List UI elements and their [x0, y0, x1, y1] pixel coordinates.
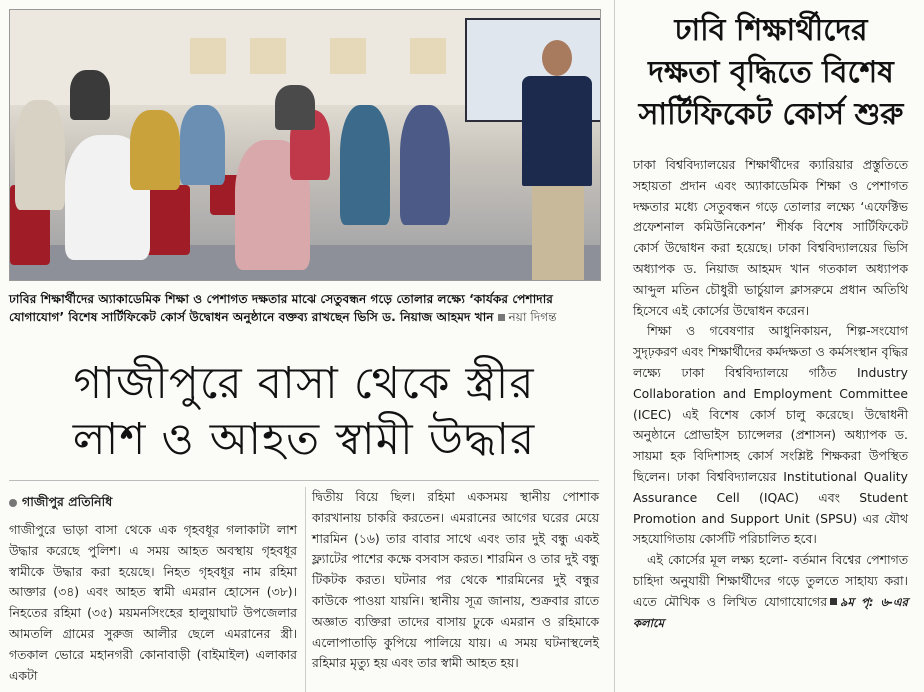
square-bullet-icon [498, 314, 505, 321]
audience-member [400, 105, 450, 225]
column-divider [614, 0, 615, 692]
column-divider [305, 487, 306, 692]
story2-headline-line3: সার্টিফিকেট কোর্স শুরু [638, 97, 904, 132]
caption-text: ঢাবির শিক্ষার্থীদের অ্যাকাডেমিক শিক্ষা ও পেশাগত দক্ষতার মাঝে সেতুবন্ধন গড়ে তোলার লক্ষ্যে ‘কার্যকর পেশাদার যোগাযোগ’ বিশেষ সার্টিফিকেট কোর্স উদ্বোধন অনুষ্ঠানে বক্তব্য রাখছেন ভিসি ড. নিয়াজ আহমদ খান [9, 292, 553, 324]
speaker-figure [512, 40, 601, 280]
jump-text: ৯ম পৃ: ৬-এর কলামে [633, 594, 908, 630]
wall-panel [330, 38, 366, 74]
speaker-vest [522, 76, 592, 186]
story1-headline [9, 356, 599, 468]
audience-member [130, 110, 180, 190]
story2-headline-line1: ঢাবি শিক্ষার্থীদের [674, 13, 868, 48]
story2-paragraph: শিক্ষা ও গবেষণার আধুনিকায়ন, শিল্প-সংযোগ সুদৃঢ়করণ এবং শিক্ষার্থীদের কর্মদক্ষতা ও কর্মসংস্থান বৃদ্ধির লক্ষ্যে ঢাকা বিশ্ববিদ্যালয়ে গঠিত Industry Collaboration and Employment Committee (ICEC) এই বিশেষ কোর্স চালু করেছে। উদ্বোধনী অনুষ্ঠানে প্রোভাইস চ্যান্সেলর (প্রশাসন) অধ্যাপক ড. সায়মা হক বিদিশাসহ কোর্স সংশ্লিষ্ট শিক্ষকরা উপস্থিত ছিলেন। ঢাকা বিশ্ববিদ্যালয়ের Institutional Quality Assurance Cell (IQAC) এবং Student Promotion and Support Unit (SPSU) এর যৌথ সহযোগিতায় কোর্সটি পরিচালিত হবে। [633, 323, 908, 547]
photo-caption [9, 290, 599, 326]
story2-paragraph [633, 550, 908, 633]
wall-panel [190, 38, 226, 74]
speaker-head [542, 40, 572, 76]
audience-member [340, 105, 390, 225]
audience-member [180, 105, 225, 185]
speaker-trousers [532, 186, 584, 280]
audience-member [275, 85, 315, 130]
square-bullet-icon [830, 598, 837, 605]
story2-paragraph: ঢাকা বিশ্ববিদ্যালয়ের শিক্ষার্থীদের ক্যারিয়ার প্রস্তুতিতে সহায়তা প্রদান এবং অ্যাকাডেমিক শিক্ষা ও পেশাগত দক্ষতার মধ্যে সেতুবন্ধন গড়ে তোলার লক্ষ্যে ‘এফেক্টিভ প্রফেশনাল কমিউনিকেশন’ শীর্ষক বিশেষ সার্টিফিকেট কোর্স উদ্বোধন করা হয়েছে। ঢাকা বিশ্ববিদ্যালয়ের ভিসি অধ্যাপক ড. নিয়াজ আহমদ খান গতকাল অধ্যাপক আব্দুল মতিন চৌধুরী ভার্চুয়াল ক্লাসরুমে প্রধান অতিথি হিসেবে এই কোর্সের উদ্বোধন করেন। [633, 157, 908, 318]
bullet-dot-icon [9, 499, 17, 507]
divider [9, 480, 599, 481]
audience-member [70, 70, 110, 120]
byline-text: গাজীপুর প্রতিনিধি [22, 494, 113, 509]
wall-panel [250, 38, 286, 74]
caption-source: নয়া দিগন্ত [508, 310, 557, 324]
story1-headline-line1: গাজীপুরে বাসা থেকে স্ত্রীর [73, 358, 535, 409]
story1-byline [9, 494, 112, 514]
story1-headline-line2: লাশ ও আহত স্বামী উদ্ধার [72, 414, 536, 465]
story2-headline-line2: দক্ষতা বৃদ্ধিতে বিশেষ [648, 55, 894, 90]
story1-column2: দ্বিতীয় বিয়ে ছিল। রহিমা একসময় স্থানীয় পোশাক কারখানায় চাকরি করতেন। এমরানের আগের ঘরের মেয়ে শারমিন (১৬) তার বাবার সাথে এবং তার দুই বন্ধু একই ফ্ল্যাটের পাশের কক্ষে বসবাস করত। শারমিন ও তার দুই বন্ধু টিকটক করত। ঘটনার পর থেকে শারমিনের দুই বন্ধুর কাউকে পাওয়া যায়নি। স্থানীয় সূত্র জানায়, শুক্রবার রাতে অজ্ঞাত ব্যক্তিরা তাদের বাসায় ঢুকে এমরান ও রহিমাকে এলোপাতাড়ি কুপিয়ে পালিয়ে যায়। এ সময় ঘটনাস্থলেই রহিমার মৃত্যু হয় এবং তার স্বামী আহত হয়। [312, 489, 599, 671]
story2-paragraph-text: এই কোর্সের মূল লক্ষ্য হলো- বর্তমান বিশ্বের পেশাগত চাহিদা অনুযায়ী শিক্ষার্থীদের গড়ে তুলতে সাহায্য করা। এতে মৌখিক ও লিখিত যোগাযোগের [633, 552, 908, 609]
news-photo [9, 9, 601, 281]
wall-panel [410, 38, 446, 74]
story2-body [633, 155, 908, 633]
audience-member [15, 100, 65, 210]
story1-column1: গাজীপুরে ভাড়া বাসা থেকে এক গৃহবধূর গলাকাটা লাশ উদ্ধার করেছে পুলিশ। এ সময় আহত অবস্থায় গৃহবধূর স্বামীকে উদ্ধার করা হয়েছে। নিহত গৃহবধূর নাম রহিমা আক্তার (৩৪) এবং আহত স্বামী এমরান হোসেন (৩৮)। নিহতের রহিমা (৩৫) ময়মনসিংহের হালুয়াঘাট উপজেলার আমতলি গ্রামের সুরুজ আলীর ছেলে এমরানের স্ত্রী। গতকাল ভোরে মহানগরী কোনাবাড়ী (বাইমাইল) এলাকার একটা [9, 522, 297, 683]
story2-headline [625, 10, 917, 136]
